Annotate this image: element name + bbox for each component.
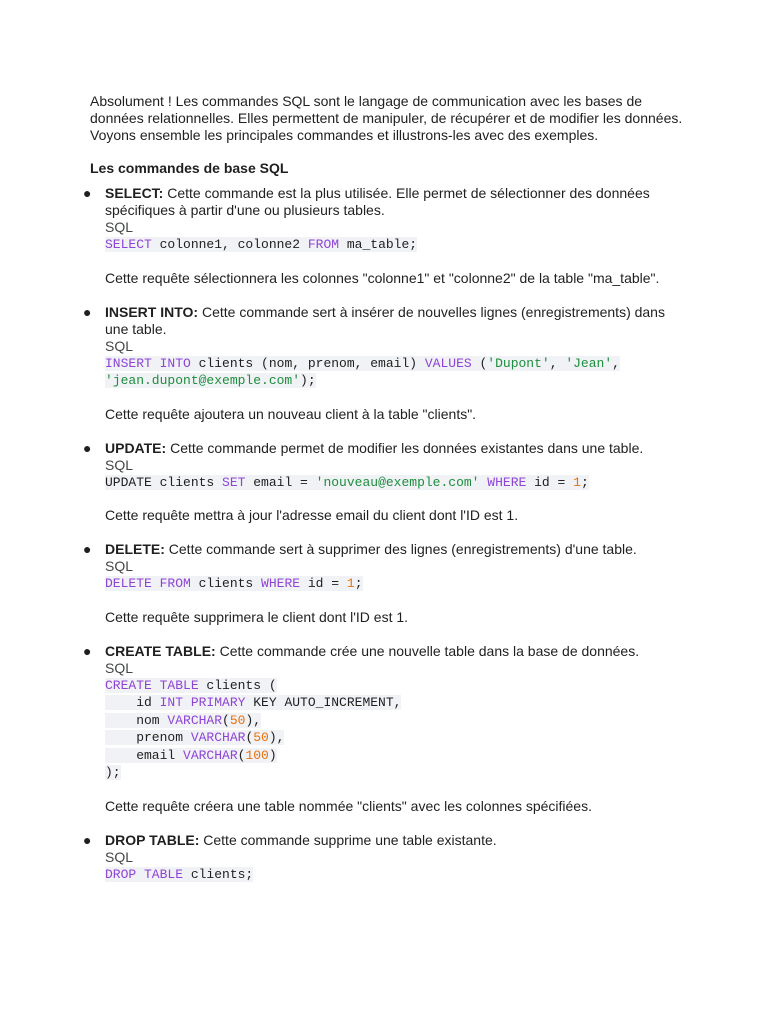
command-desc-text: Cette commande crée une nouvelle table dans la base de données. xyxy=(215,642,640,659)
code-language-label: SQL xyxy=(105,456,134,473)
code-line: email VARCHAR(100) xyxy=(105,747,277,763)
code-language-label: SQL xyxy=(105,337,134,354)
command-item xyxy=(83,303,690,423)
bullet-icon: ● xyxy=(83,831,92,848)
code-line: SELECT colonne1, colonne2 FROM ma_table; xyxy=(105,237,418,252)
bullet-icon: ● xyxy=(83,541,92,557)
code-language-label: SQL xyxy=(105,558,134,574)
code-block xyxy=(105,474,690,492)
command-item xyxy=(83,185,690,287)
command-description xyxy=(105,541,690,558)
code-language-label: SQL xyxy=(105,848,134,865)
code-explanation: Cette requête ajoutera un nouveau client à la table "clients". xyxy=(105,405,477,422)
code-line: ); xyxy=(105,765,121,780)
command-description xyxy=(105,440,690,457)
intro-paragraph: Absolument ! Les commandes SQL sont le langage de communication avec les bases de données relationnelles. Elles permettent de manipuler, de récupérer et de modifier les données. Voyons ensemble les principales commandes et illustrons-les avec des exemples. xyxy=(90,93,683,143)
command-name: DELETE: xyxy=(105,541,165,557)
command-item xyxy=(83,642,690,815)
code-language-label: SQL xyxy=(105,659,134,676)
bullet-icon: ● xyxy=(83,642,92,659)
command-item xyxy=(83,541,690,626)
command-name: INSERT INTO: xyxy=(105,303,199,320)
code-block xyxy=(105,236,690,254)
command-description xyxy=(105,304,690,338)
code-explanation: Cette requête supprimera le client dont l'ID est 1. xyxy=(105,608,409,625)
bullet-icon: ● xyxy=(83,185,92,201)
code-line: UPDATE clients SET email = 'nouveau@exemple.com' WHERE id = 1; xyxy=(105,474,589,490)
section-title: Les commandes de base SQL xyxy=(90,160,289,176)
code-block xyxy=(105,575,690,593)
command-desc-text: Cette commande sert à insérer de nouvelles lignes (enregistrements) dans une table. xyxy=(105,303,665,337)
command-description xyxy=(105,185,690,219)
code-explanation: Cette requête mettra à jour l'adresse email du client dont l'ID est 1. xyxy=(105,507,519,523)
command-list xyxy=(83,185,690,883)
code-line: id INT PRIMARY KEY AUTO_INCREMENT, xyxy=(105,695,402,710)
code-explanation: Cette requête sélectionnera les colonnes "colonne1" et "colonne2" de la table "ma_table". xyxy=(105,269,660,286)
code-line: nom VARCHAR(50), xyxy=(105,712,262,728)
command-item xyxy=(83,831,690,884)
code-line: INSERT INTO clients (nom, prenom, email) VALUES ('Dupont', 'Jean', xyxy=(105,355,620,371)
bullet-icon: ● xyxy=(83,303,92,320)
command-item xyxy=(83,439,690,525)
document-content xyxy=(83,93,690,900)
command-name: UPDATE: xyxy=(105,439,167,456)
command-description xyxy=(105,643,690,660)
command-desc-text: Cette commande permet de modifier les données existantes dans une table. xyxy=(166,439,644,456)
code-block xyxy=(105,355,690,390)
bullet-icon: ● xyxy=(83,439,92,456)
command-name: DROP TABLE: xyxy=(105,831,200,848)
code-line: 'jean.dupont@exemple.com'); xyxy=(105,373,316,388)
code-block xyxy=(105,677,690,782)
code-line: DELETE FROM clients WHERE id = 1; xyxy=(105,576,363,591)
code-line: CREATE TABLE clients ( xyxy=(105,677,277,693)
command-desc-text: Cette commande supprime une table existante. xyxy=(199,831,497,848)
command-desc-text: Cette commande est la plus utilisée. Elle permet de sélectionner des données spécifiques à partir d'une ou plusieurs tables. xyxy=(105,185,650,218)
command-name: CREATE TABLE: xyxy=(105,642,216,659)
command-desc-text: Cette commande sert à supprimer des lignes (enregistrements) d'une table. xyxy=(164,541,637,557)
code-line: DROP TABLE clients; xyxy=(105,866,254,882)
code-line: prenom VARCHAR(50), xyxy=(105,730,285,745)
command-description xyxy=(105,832,690,849)
code-block xyxy=(105,866,690,884)
command-name: SELECT: xyxy=(105,185,164,201)
code-explanation: Cette requête créera une table nommée "clients" avec les colonnes spécifiées. xyxy=(105,797,592,814)
code-language-label: SQL xyxy=(105,219,134,235)
